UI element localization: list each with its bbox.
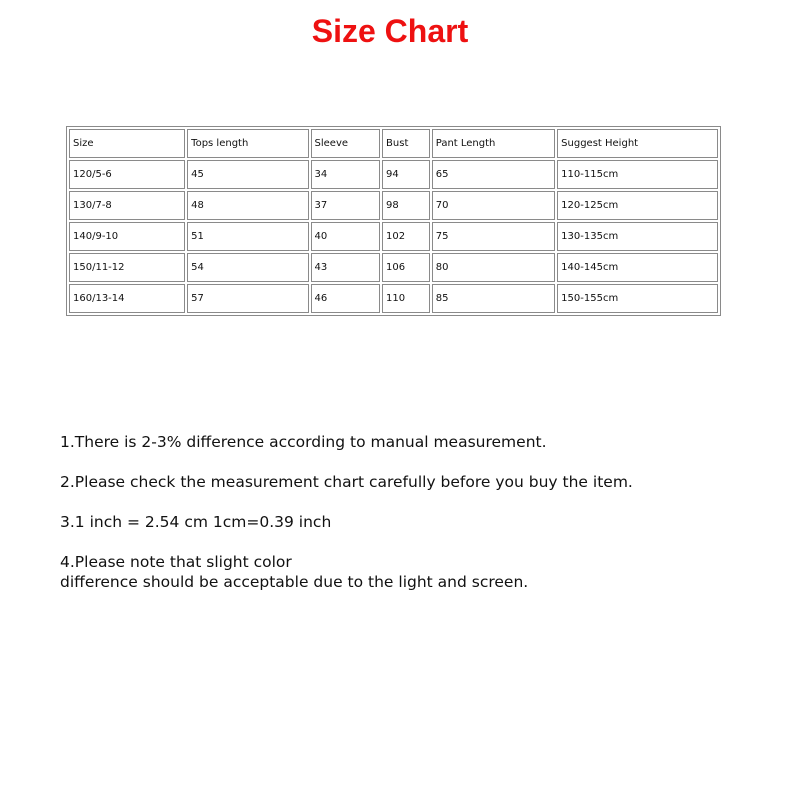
table-cell: 45 (187, 160, 308, 189)
table-row (69, 160, 718, 189)
table-cell: 65 (432, 160, 555, 189)
table-cell: 43 (311, 253, 381, 282)
table-row (69, 253, 718, 282)
table-cell: 106 (382, 253, 430, 282)
header-pant-length: Pant Length (432, 129, 555, 158)
table-cell: 80 (432, 253, 555, 282)
table-header-row (69, 129, 718, 158)
table-cell: 110-115cm (557, 160, 718, 189)
table-cell: 120/5-6 (69, 160, 185, 189)
table-cell: 54 (187, 253, 308, 282)
header-size: Size (69, 129, 185, 158)
page-title: Size Chart (311, 13, 469, 49)
header-suggest-height: Suggest Height (557, 129, 718, 158)
note-color-difference (60, 552, 760, 592)
table-cell: 120-125cm (557, 191, 718, 220)
table-cell: 75 (432, 222, 555, 251)
table-cell: 110 (382, 284, 430, 313)
table-cell: 140-145cm (557, 253, 718, 282)
table-cell: 85 (432, 284, 555, 313)
table-cell: 57 (187, 284, 308, 313)
size-table (66, 126, 721, 316)
table-cell: 46 (311, 284, 381, 313)
note-measurement-difference: 1.There is 2-3% difference according to manual measurement. (60, 433, 547, 451)
table-cell: 130/7-8 (69, 191, 185, 220)
note-unit-conversion: 3.1 inch = 2.54 cm 1cm=0.39 inch (60, 513, 332, 531)
table-cell: 48 (187, 191, 308, 220)
note-check-chart: 2.Please check the measurement chart carefully before you buy the item. (60, 473, 633, 491)
table-cell: 140/9-10 (69, 222, 185, 251)
header-bust: Bust (382, 129, 430, 158)
table-cell: 34 (311, 160, 381, 189)
table-row (69, 191, 718, 220)
table-cell: 160/13-14 (69, 284, 185, 313)
table-cell: 37 (311, 191, 381, 220)
note-color-line-1: 4.Please note that slight color (60, 553, 292, 571)
table-cell: 51 (187, 222, 308, 251)
table-cell: 40 (311, 222, 381, 251)
table-cell: 150/11-12 (69, 253, 185, 282)
header-tops-length: Tops length (187, 129, 308, 158)
table-cell: 70 (432, 191, 555, 220)
table-cell: 150-155cm (557, 284, 718, 313)
table-cell: 130-135cm (557, 222, 718, 251)
table-cell: 98 (382, 191, 430, 220)
table-row (69, 284, 718, 313)
notes-section (60, 432, 760, 612)
note-color-line-2: difference should be acceptable due to the light and screen. (60, 573, 529, 591)
table-cell: 102 (382, 222, 430, 251)
table-row (69, 222, 718, 251)
table-cell: 94 (382, 160, 430, 189)
header-sleeve: Sleeve (311, 129, 381, 158)
